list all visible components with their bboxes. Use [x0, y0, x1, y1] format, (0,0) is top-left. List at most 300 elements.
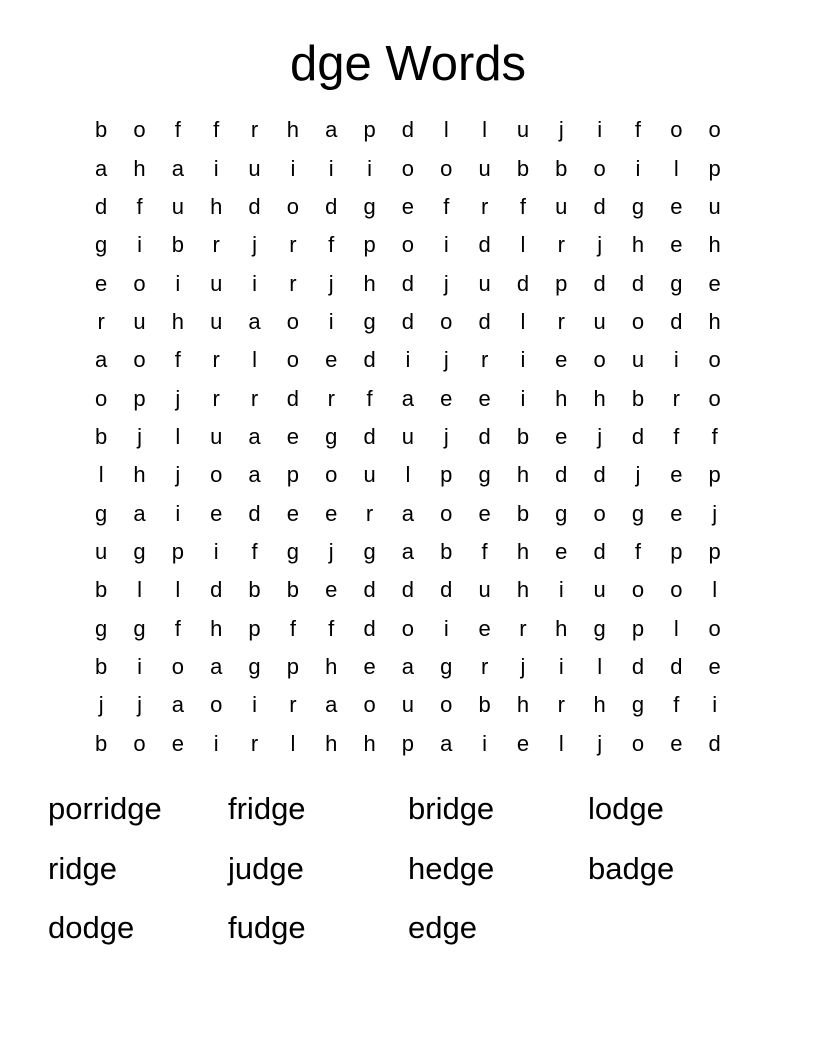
grid-letter: a — [171, 692, 184, 718]
grid-row — [82, 188, 734, 226]
grid-letter: p — [286, 462, 300, 488]
grid-letter: u — [248, 155, 261, 181]
grid-letter: h — [631, 232, 645, 258]
grid-letter: j — [137, 692, 142, 718]
grid-letter: g — [478, 462, 491, 488]
grid-letter: h — [133, 155, 146, 181]
grid-letter: h — [516, 538, 530, 564]
grid-letter: i — [405, 347, 411, 373]
grid-letter: e — [555, 423, 568, 449]
letter-grid — [82, 111, 734, 763]
grid-letter: j — [443, 423, 449, 449]
grid-letter: u — [133, 308, 146, 334]
grid-letter: u — [210, 423, 223, 449]
grid-letter: a — [401, 385, 415, 411]
grid-letter: h — [593, 692, 606, 718]
grid-letter: d — [401, 117, 415, 143]
grid-letter: o — [401, 615, 415, 641]
grid-letter: g — [631, 500, 645, 526]
grid-letter: d — [248, 500, 261, 526]
grid-letter: p — [631, 615, 645, 641]
grid-letter: d — [363, 423, 376, 449]
grid-letter: p — [133, 385, 146, 411]
grid-letter: g — [95, 500, 108, 526]
grid-row — [82, 725, 734, 763]
grid-letter: b — [286, 577, 300, 603]
grid-letter: o — [708, 347, 721, 373]
grid-letter: r — [250, 117, 259, 143]
grid-row — [82, 494, 734, 532]
grid-letter: j — [175, 462, 181, 488]
grid-letter: r — [557, 232, 565, 258]
grid-letter: r — [672, 385, 680, 411]
grid-letter: h — [708, 232, 721, 258]
grid-letter: d — [401, 270, 415, 296]
grid-letter: p — [708, 462, 721, 488]
grid-letter: j — [597, 423, 603, 449]
grid-letter: i — [712, 692, 718, 718]
grid-letter: l — [520, 308, 526, 334]
grid-letter: r — [365, 500, 374, 526]
grid-letter: u — [478, 577, 491, 603]
grid-letter: r — [289, 692, 297, 718]
grid-letter: b — [95, 117, 108, 143]
page-title: dge Words — [289, 37, 527, 91]
grid-letter: r — [289, 232, 297, 258]
grid-letter: d — [478, 308, 491, 334]
grid-letter: j — [597, 730, 603, 756]
grid-letter: d — [478, 423, 491, 449]
grid-letter: i — [558, 653, 564, 679]
grid-letter: o — [708, 385, 721, 411]
grid-row — [82, 111, 734, 149]
grid-letter: e — [478, 385, 491, 411]
grid-letter: u — [171, 193, 184, 219]
grid-letter: f — [634, 117, 642, 143]
grid-row — [82, 149, 734, 187]
grid-letter: b — [95, 653, 108, 679]
grid-letter: r — [212, 385, 220, 411]
grid-letter: o — [593, 155, 606, 181]
grid-letter: i — [328, 308, 334, 334]
grid-letter: a — [401, 653, 415, 679]
grid-letter: i — [213, 730, 219, 756]
grid-letter: f — [328, 232, 335, 258]
word-bank-item: lodge — [588, 791, 664, 826]
grid-letter: j — [98, 692, 104, 718]
grid-letter: o — [440, 308, 453, 334]
grid-letter: o — [593, 500, 606, 526]
grid-letter: o — [401, 155, 415, 181]
grid-row — [82, 571, 734, 609]
grid-letter: o — [133, 117, 146, 143]
grid-letter: d — [670, 308, 683, 334]
grid-letter: r — [480, 653, 489, 679]
grid-row — [82, 456, 734, 494]
grid-letter: e — [440, 385, 453, 411]
grid-letter: d — [363, 577, 376, 603]
grid-letter: l — [673, 155, 679, 181]
grid-letter: d — [325, 193, 338, 219]
grid-letter: l — [482, 117, 488, 143]
grid-letter: j — [597, 232, 603, 258]
grid-letter: e — [478, 500, 491, 526]
grid-letter: h — [133, 462, 146, 488]
grid-letter: g — [95, 615, 108, 641]
grid-row — [82, 418, 734, 456]
grid-letter: a — [401, 538, 415, 564]
grid-letter: h — [286, 117, 300, 143]
word-bank-item: porridge — [48, 791, 162, 826]
grid-letter: p — [248, 615, 261, 641]
grid-letter: d — [248, 193, 261, 219]
grid-letter: i — [367, 155, 373, 181]
grid-letter: d — [555, 462, 568, 488]
grid-letter: o — [401, 232, 415, 258]
grid-letter: o — [670, 577, 683, 603]
grid-letter: l — [558, 730, 564, 756]
grid-letter: e — [286, 423, 300, 449]
grid-letter: e — [708, 653, 721, 679]
grid-letter: g — [133, 615, 146, 641]
grid-letter: u — [708, 193, 721, 219]
grid-letter: e — [670, 193, 683, 219]
grid-letter: b — [516, 500, 530, 526]
grid-letter: g — [286, 538, 300, 564]
grid-letter: r — [480, 347, 489, 373]
grid-letter: l — [98, 462, 104, 488]
grid-letter: b — [631, 385, 645, 411]
grid-row — [82, 533, 734, 571]
grid-letter: i — [520, 347, 526, 373]
grid-letter: b — [95, 423, 108, 449]
grid-letter: e — [670, 730, 683, 756]
grid-letter: f — [673, 692, 680, 718]
grid-letter: u — [593, 577, 606, 603]
grid-letter: r — [327, 385, 335, 411]
grid-letter: g — [363, 193, 376, 219]
grid-letter: i — [597, 117, 603, 143]
grid-letter: o — [286, 193, 300, 219]
grid-letter: f — [328, 615, 335, 641]
word-bank-item: dodge — [48, 910, 135, 945]
grid-letter: e — [708, 270, 721, 296]
grid-letter: l — [712, 577, 718, 603]
grid-letter: d — [95, 193, 108, 219]
grid-letter: e — [286, 500, 300, 526]
grid-letter: l — [290, 730, 296, 756]
word-bank-item: judge — [228, 850, 304, 886]
grid-letter: d — [708, 730, 721, 756]
grid-letter: j — [558, 117, 564, 143]
grid-letter: i — [673, 347, 679, 373]
grid-letter: r — [557, 692, 565, 718]
grid-letter: u — [210, 308, 223, 334]
grid-letter: o — [210, 462, 223, 488]
grid-letter: f — [174, 117, 181, 143]
grid-letter: l — [673, 615, 679, 641]
grid-letter: h — [555, 615, 568, 641]
grid-letter: f — [174, 347, 181, 373]
grid-letter: g — [670, 270, 683, 296]
grid-letter: f — [443, 193, 450, 219]
grid-letter: i — [635, 155, 641, 181]
grid-letter: f — [711, 423, 718, 449]
grid-letter: a — [133, 500, 146, 526]
grid-letter: d — [593, 193, 606, 219]
word-bank-item: edge — [408, 910, 477, 945]
grid-letter: o — [440, 155, 453, 181]
grid-letter: o — [286, 308, 300, 334]
word-bank-item: fudge — [228, 910, 306, 945]
grid-letter: i — [252, 692, 257, 718]
grid-letter: o — [171, 653, 184, 679]
grid-letter: e — [670, 232, 683, 258]
grid-letter: e — [478, 615, 491, 641]
grid-letter: f — [519, 193, 527, 219]
grid-letter: l — [175, 423, 181, 449]
grid-letter: p — [440, 462, 453, 488]
grid-letter: a — [440, 730, 453, 756]
grid-letter: f — [136, 193, 143, 219]
grid-letter: h — [593, 385, 606, 411]
grid-letter: o — [631, 308, 645, 334]
grid-letter: j — [712, 500, 718, 526]
grid-letter: e — [325, 500, 338, 526]
grid-letter: b — [95, 577, 108, 603]
grid-letter: g — [95, 232, 108, 258]
grid-letter: e — [670, 462, 683, 488]
grid-letter: r — [212, 232, 220, 258]
grid-letter: p — [670, 538, 683, 564]
grid-letter: h — [325, 730, 338, 756]
grid-letter: r — [519, 615, 527, 641]
grid-letter: g — [363, 538, 376, 564]
grid-letter: d — [631, 653, 645, 679]
grid-letter: g — [631, 692, 645, 718]
grid-letter: f — [174, 615, 181, 641]
grid-row — [82, 609, 734, 647]
grid-letter: h — [516, 577, 530, 603]
grid-letter: g — [631, 193, 645, 219]
grid-letter: o — [286, 347, 300, 373]
grid-letter: i — [252, 270, 257, 296]
grid-letter: e — [95, 270, 108, 296]
grid-letter: e — [171, 730, 184, 756]
grid-letter: l — [520, 232, 526, 258]
grid-letter: i — [137, 232, 142, 258]
grid-letter: e — [210, 500, 223, 526]
grid-letter: g — [325, 423, 338, 449]
grid-letter: o — [363, 692, 376, 718]
grid-letter: p — [286, 653, 300, 679]
grid-letter: f — [634, 538, 642, 564]
grid-letter: d — [593, 462, 606, 488]
word-bank-item: ridge — [48, 850, 117, 886]
grid-letter: g — [593, 615, 606, 641]
grid-letter: j — [137, 423, 142, 449]
grid-letter: j — [328, 270, 334, 296]
grid-letter: b — [171, 232, 184, 258]
grid-letter: e — [363, 653, 376, 679]
grid-letter: b — [516, 155, 530, 181]
grid-letter: o — [133, 270, 146, 296]
grid-letter: i — [290, 155, 296, 181]
grid-letter: b — [555, 155, 568, 181]
grid-row — [82, 686, 734, 724]
grid-letter: i — [213, 155, 219, 181]
grid-letter: d — [593, 538, 606, 564]
grid-letter: h — [171, 308, 184, 334]
grid-letter: b — [95, 730, 108, 756]
grid-letter: f — [366, 385, 373, 411]
grid-letter: r — [212, 347, 220, 373]
grid-letter: u — [516, 117, 530, 143]
grid-letter: f — [213, 117, 220, 143]
grid-row — [82, 648, 734, 686]
grid-letter: f — [673, 423, 680, 449]
grid-letter: o — [631, 730, 645, 756]
grid-letter: h — [210, 193, 223, 219]
grid-letter: i — [520, 385, 526, 411]
grid-letter: e — [555, 347, 568, 373]
grid-letter: p — [363, 117, 376, 143]
grid-letter: p — [171, 538, 184, 564]
grid-letter: b — [516, 423, 530, 449]
word-bank-item: bridge — [408, 791, 495, 826]
grid-letter: l — [443, 117, 449, 143]
grid-letter: a — [325, 117, 338, 143]
grid-letter: p — [555, 270, 568, 296]
grid-letter: g — [248, 653, 261, 679]
grid-letter: o — [631, 577, 645, 603]
grid-letter: i — [558, 577, 564, 603]
grid-letter: i — [175, 270, 181, 296]
grid-letter: a — [248, 423, 261, 449]
grid-letter: o — [440, 692, 453, 718]
grid-letter: r — [250, 730, 259, 756]
grid-letter: a — [248, 462, 261, 488]
grid-row — [82, 264, 734, 302]
grid-letter: e — [670, 500, 683, 526]
grid-letter: a — [210, 653, 223, 679]
grid-letter: u — [555, 193, 568, 219]
grid-letter: e — [516, 730, 530, 756]
grid-letter: j — [443, 347, 449, 373]
grid-letter: d — [593, 270, 606, 296]
grid-letter: a — [171, 155, 184, 181]
grid-letter: d — [631, 270, 645, 296]
grid-letter: r — [557, 308, 565, 334]
grid-letter: a — [401, 500, 415, 526]
grid-letter: o — [133, 347, 146, 373]
grid-letter: a — [95, 347, 108, 373]
word-bank-item: hedge — [408, 850, 495, 886]
grid-letter: o — [670, 117, 683, 143]
grid-letter: j — [328, 538, 334, 564]
grid-letter: r — [289, 270, 297, 296]
grid-row — [82, 226, 734, 264]
grid-letter: o — [325, 462, 338, 488]
grid-letter: d — [401, 308, 415, 334]
grid-letter: r — [97, 308, 105, 334]
grid-letter: u — [478, 270, 491, 296]
word-bank — [48, 779, 768, 958]
grid-row — [82, 379, 734, 417]
grid-letter: l — [252, 347, 257, 373]
grid-letter: u — [631, 347, 645, 373]
grid-letter: b — [248, 577, 261, 603]
grid-letter: j — [175, 385, 181, 411]
grid-letter: h — [516, 462, 530, 488]
grid-letter: u — [593, 308, 606, 334]
grid-letter: o — [440, 500, 453, 526]
grid-letter: r — [480, 193, 489, 219]
grid-letter: a — [325, 692, 338, 718]
grid-letter: h — [363, 270, 376, 296]
grid-letter: i — [328, 155, 334, 181]
grid-letter: f — [481, 538, 488, 564]
grid-letter: d — [363, 615, 376, 641]
grid-letter: d — [516, 270, 530, 296]
grid-letter: h — [708, 308, 721, 334]
grid-letter: o — [593, 347, 606, 373]
grid-letter: l — [175, 577, 181, 603]
grid-letter: j — [520, 653, 526, 679]
grid-letter: u — [478, 155, 491, 181]
grid-letter: l — [405, 462, 411, 488]
grid-letter: d — [363, 347, 376, 373]
grid-letter: j — [252, 232, 257, 258]
grid-row — [82, 341, 734, 379]
grid-letter: b — [478, 692, 491, 718]
grid-row — [82, 303, 734, 341]
grid-letter: u — [95, 538, 108, 564]
grid-letter: l — [137, 577, 142, 603]
grid-letter: d — [286, 385, 300, 411]
grid-letter: u — [210, 270, 223, 296]
grid-letter: g — [440, 653, 453, 679]
grid-letter: f — [289, 615, 296, 641]
grid-letter: d — [670, 653, 683, 679]
grid-letter: i — [482, 730, 488, 756]
word-bank-item: fridge — [228, 791, 306, 826]
grid-letter: d — [401, 577, 415, 603]
grid-letter: f — [251, 538, 258, 564]
grid-letter: g — [555, 500, 568, 526]
grid-letter: e — [325, 577, 338, 603]
grid-letter: o — [708, 117, 721, 143]
grid-letter: e — [325, 347, 338, 373]
grid-letter: e — [401, 193, 415, 219]
grid-letter: h — [516, 692, 530, 718]
grid-letter: h — [363, 730, 376, 756]
grid-letter: j — [635, 462, 641, 488]
grid-letter: p — [708, 538, 721, 564]
grid-letter: p — [363, 232, 376, 258]
grid-letter: l — [597, 653, 603, 679]
grid-letter: h — [555, 385, 568, 411]
grid-letter: i — [175, 500, 181, 526]
grid-letter: h — [210, 615, 223, 641]
grid-letter: i — [137, 653, 142, 679]
grid-letter: r — [250, 385, 259, 411]
grid-letter: i — [443, 232, 449, 258]
grid-letter: u — [401, 423, 415, 449]
grid-letter: p — [708, 155, 721, 181]
grid-letter: g — [363, 308, 376, 334]
grid-letter: d — [478, 232, 491, 258]
